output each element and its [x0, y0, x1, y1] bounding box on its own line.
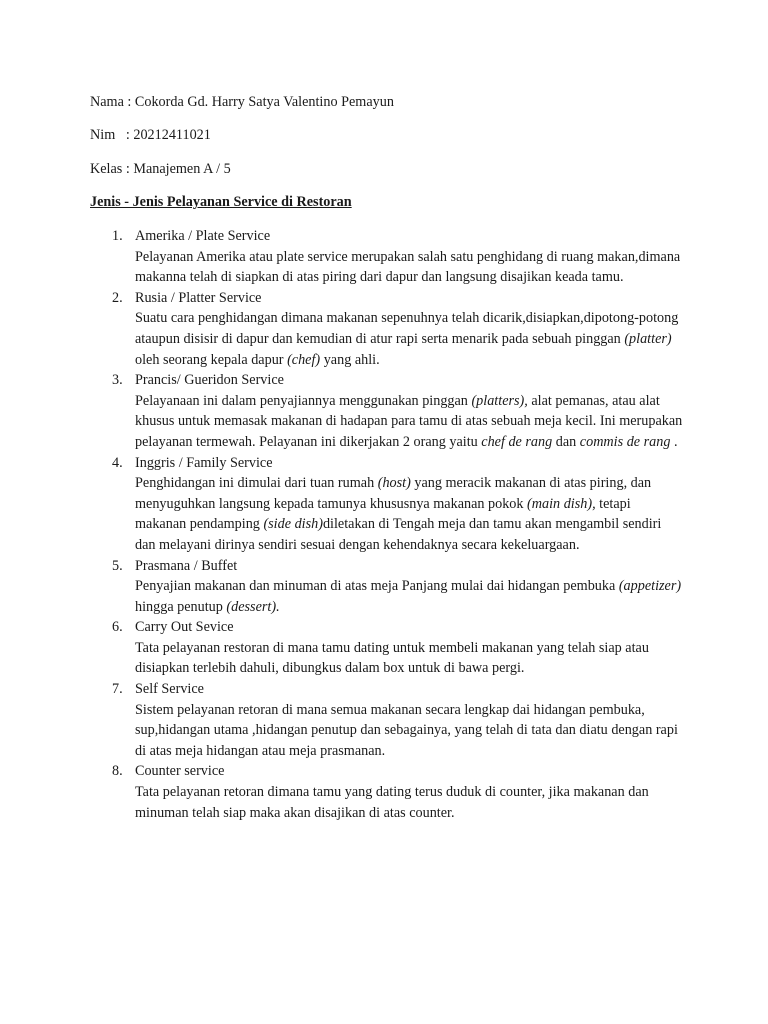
- list-item-heading: Carry Out Sevice: [135, 619, 234, 636]
- description-text: diletakan di Tengah meja dan tamu akan mengambil sendiri dan melayani dirinya sendiri sesuai dengan kehendaknya secara kekeluargaan.: [135, 516, 662, 553]
- student-nim: Nim : 20212411021: [90, 127, 211, 143]
- list-item-description: [135, 473, 683, 555]
- list-item-description: [135, 638, 683, 679]
- description-text: yang meracik makanan di atas piring, dan menyuguhkan langsung kepada tamunya khususnya makanan pokok: [135, 475, 652, 512]
- description-text: Sistem pelayanan retoran di mana semua makanan secara lengkap dai hidangan pembuka, sup,hidangan utama ,hidangan penutup dan sebagainya, yang telah di tata dan diatu dengan rapi di atas meja hidangan atau meja prasmanan.: [135, 701, 678, 759]
- list-item: [0, 370, 683, 452]
- description-text: alat pemanas, atau alat khusus untuk memasak makanan di hadapan para tamu di atas sebuah meja kecil. Ini merupakan pelayanan termewah. Pelayanan ini dikerjakan 2 orang yaitu: [135, 392, 683, 450]
- list-item-number: 4.: [112, 454, 123, 471]
- description-text: tetapi makanan pendamping: [135, 495, 631, 533]
- italic-term: (platter): [624, 330, 672, 347]
- description-text: .: [670, 433, 678, 450]
- list-item: [0, 617, 683, 679]
- description-text: dan: [552, 433, 580, 450]
- description-text: Penyajian makanan dan minuman di atas meja Panjang mulai dai hidangan pembuka: [135, 578, 619, 595]
- list-item-description: [135, 782, 683, 823]
- italic-term: (host): [377, 475, 411, 492]
- list-item-heading: Rusia / Platter Service: [135, 289, 262, 306]
- description-text: Penghidangan ini dimulai dari tuan rumah: [135, 475, 378, 492]
- list-item-heading: Counter service: [135, 763, 225, 780]
- italic-term: (dessert).: [226, 598, 280, 615]
- description-text: hingga penutup: [135, 598, 227, 615]
- list-item-number: 8.: [112, 763, 123, 780]
- list-item-number: 2.: [112, 289, 123, 306]
- list-item-number: 3.: [112, 372, 123, 389]
- description-text: Tata pelayanan retoran dimana tamu yang dating terus duduk di counter, jika makanan dan minuman telah siap maka akan disajikan di atas counter.: [135, 784, 649, 821]
- list-item-number: 7.: [112, 681, 123, 698]
- list-item: [0, 556, 683, 618]
- list-item-description: [135, 247, 683, 288]
- service-list: [0, 226, 768, 823]
- list-item-description: [135, 391, 683, 453]
- description-text: yang ahli.: [320, 351, 380, 368]
- description-text: Pelayanaan ini dalam penyajiannya menggunakan pinggan: [135, 392, 472, 409]
- description-text: oleh seorang kepala dapur: [135, 351, 288, 368]
- description-text: Tata pelayanan restoran di mana tamu dating untuk membeli makanan yang telah siap atau disiapkan terlebih dahuli, dibungkus dalam box untuk di bawa pergi.: [135, 639, 649, 677]
- italic-term: (appetizer): [618, 578, 682, 595]
- italic-term: commis de rang: [579, 433, 671, 450]
- italic-term: (chef): [287, 351, 321, 368]
- list-item-description: [135, 308, 683, 370]
- list-item-heading: Prasmana / Buffet: [135, 557, 238, 574]
- list-item: [0, 761, 683, 823]
- list-item-heading: Self Service: [135, 681, 204, 698]
- description-text: Suatu cara penghidangan dimana makanan sepenuhnya telah dicarik,disiapkan,dipotong-potong ataupun disisir di dapur dan kemudian di atur rapi serta menarik pada sebuah pinggan: [135, 310, 679, 347]
- list-item-description: [135, 576, 683, 617]
- list-item-description: [135, 700, 683, 762]
- description-text: Pelayanan Amerika atau plate service merupakan salah satu penghidang di ruang makan,dimana makanna telah di siapkan di atas piring dari dapur dan langsung disajikan keada tamu.: [135, 248, 681, 286]
- list-item-number: 6.: [112, 619, 123, 636]
- list-item: [0, 288, 683, 370]
- list-item-heading: Inggris / Family Service: [135, 454, 273, 471]
- student-class: Kelas : Manajemen A / 5: [90, 161, 231, 177]
- italic-term: (side dish): [263, 516, 323, 533]
- list-item: [0, 453, 683, 556]
- list-item: [0, 679, 683, 761]
- list-item-heading: Amerika / Plate Service: [135, 228, 271, 244]
- italic-term: (main dish),: [527, 495, 596, 512]
- italic-term: (platters),: [471, 392, 528, 409]
- italic-term: chef de rang: [481, 433, 553, 450]
- student-name: Nama : Cokorda Gd. Harry Satya Valentino Pemayun: [90, 94, 394, 110]
- list-item-number: 1.: [112, 228, 123, 244]
- list-item: [0, 226, 683, 288]
- document-title: Jenis - Jenis Pelayanan Service di Restoran: [90, 194, 352, 210]
- list-item-heading: Prancis/ Gueridon Service: [135, 372, 284, 389]
- list-item-number: 5.: [112, 557, 123, 574]
